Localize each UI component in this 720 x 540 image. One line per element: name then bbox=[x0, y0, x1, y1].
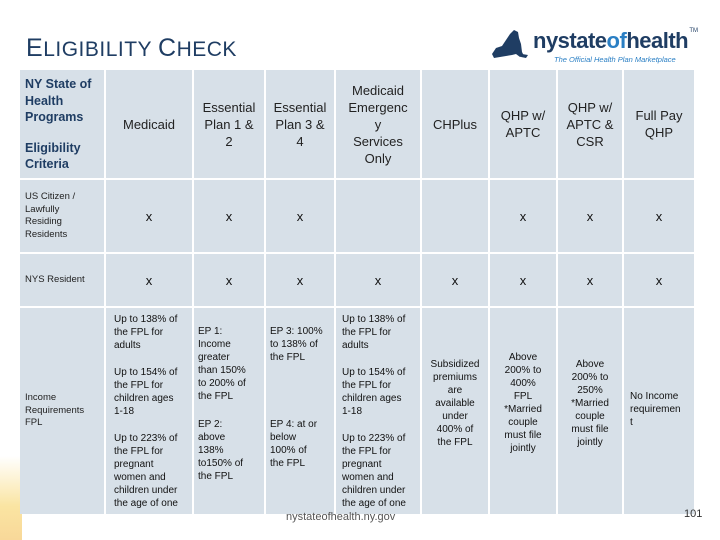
check-mark: x bbox=[106, 254, 192, 306]
column-header-chplus: CHPlus bbox=[422, 70, 488, 178]
eligibility-table bbox=[20, 70, 694, 514]
check-mark: x bbox=[624, 254, 694, 306]
income-chplus-text: Subsidized premiums are available under 400% of the FPL bbox=[430, 359, 480, 448]
check-mark: x bbox=[194, 180, 264, 252]
check-mark: x bbox=[194, 254, 264, 306]
page-number: 101 bbox=[684, 508, 703, 520]
column-header-qhp-aptc: QHP w/ APTC bbox=[490, 70, 556, 178]
logo-wordmark: nystateofhealth bbox=[533, 28, 689, 53]
income-essential-plan-3-4 bbox=[266, 308, 334, 514]
check-mark: x bbox=[558, 254, 622, 306]
check-mark: x bbox=[558, 180, 622, 252]
check-mark bbox=[336, 180, 420, 252]
check-mark: x bbox=[266, 254, 334, 306]
check-mark: x bbox=[490, 180, 556, 252]
income-qhp-csr-text: Above 200% to 250% *Married couple must file jointly bbox=[571, 359, 609, 448]
income-ep2: EP 2: above 138% to150% of the FPL bbox=[198, 419, 244, 482]
check-mark bbox=[422, 180, 488, 252]
income-medicaid-adults: Up to 138% of the FPL for adults bbox=[114, 314, 178, 351]
new-york-state-map-icon bbox=[486, 24, 530, 68]
column-header-medicaid-emergency: Medicaid Emergenc y Services Only bbox=[336, 70, 420, 178]
check-mark: x bbox=[490, 254, 556, 306]
income-qhp-aptc bbox=[490, 308, 556, 514]
nystateofhealth-logo bbox=[486, 22, 700, 72]
column-header-essential-plan-3-4: Essential Plan 3 & 4 bbox=[266, 70, 334, 178]
income-medicaid-children: Up to 154% of the FPL for children ages 1-18 bbox=[114, 367, 178, 417]
income-ep4: EP 4: at or below 100% of the FPL bbox=[270, 419, 318, 469]
income-medicaid-emergency bbox=[336, 308, 420, 514]
column-header-essential-plan-1-2: Essential Plan 1 & 2 bbox=[194, 70, 264, 178]
row-label-nys-resident: NYS Resident bbox=[20, 254, 104, 306]
income-chplus bbox=[422, 308, 488, 514]
income-qhp-aptc-csr bbox=[558, 308, 622, 514]
check-mark: x bbox=[266, 180, 334, 252]
income-emergency-adults: Up to 138% of the FPL for adults bbox=[342, 314, 406, 351]
check-mark: x bbox=[624, 180, 694, 252]
income-full-pay-text: No Income requiremen t bbox=[630, 391, 681, 428]
income-medicaid bbox=[106, 308, 192, 514]
check-mark: x bbox=[336, 254, 420, 306]
income-emergency-children: Up to 154% of the FPL for children ages 1-18 bbox=[342, 367, 406, 417]
row-label-us-citizen: US Citizen / Lawfully Residing Residents bbox=[20, 180, 104, 252]
income-medicaid-pregnant: Up to 223% of the FPL for pregnant women and children under the age of one bbox=[114, 433, 178, 509]
logo-tagline: The Official Health Plan Marketplace bbox=[554, 55, 676, 64]
row-label-income-requirements: Income Requirements FPL bbox=[20, 308, 104, 514]
check-mark: x bbox=[106, 180, 192, 252]
footer-url: nystateofhealth.ny.gov bbox=[286, 511, 396, 523]
slide-title: ELIGIBILITY CHECK bbox=[26, 34, 237, 62]
column-header-qhp-aptc-csr: QHP w/ APTC & CSR bbox=[558, 70, 622, 178]
income-full-pay-qhp bbox=[624, 308, 694, 514]
logo-trademark: TM bbox=[689, 28, 698, 34]
column-header-full-pay-qhp: Full Pay QHP bbox=[624, 70, 694, 178]
header-programs-criteria: NY State of Health Programs Eligibility Criteria bbox=[20, 70, 104, 178]
income-qhp-aptc-text: Above 200% to 400% FPL *Married couple must file jointly bbox=[504, 352, 542, 454]
check-mark: x bbox=[422, 254, 488, 306]
income-ep1: EP 1: Income greater than 150% to 200% of the FPL bbox=[198, 326, 246, 402]
income-essential-plan-1-2 bbox=[194, 308, 264, 514]
income-emergency-pregnant: Up to 223% of the FPL for pregnant women and children under the age of one bbox=[342, 433, 406, 509]
corner-accent bbox=[0, 456, 22, 540]
column-header-medicaid: Medicaid bbox=[106, 70, 192, 178]
income-ep3: EP 3: 100% to 138% of the FPL bbox=[270, 326, 323, 363]
